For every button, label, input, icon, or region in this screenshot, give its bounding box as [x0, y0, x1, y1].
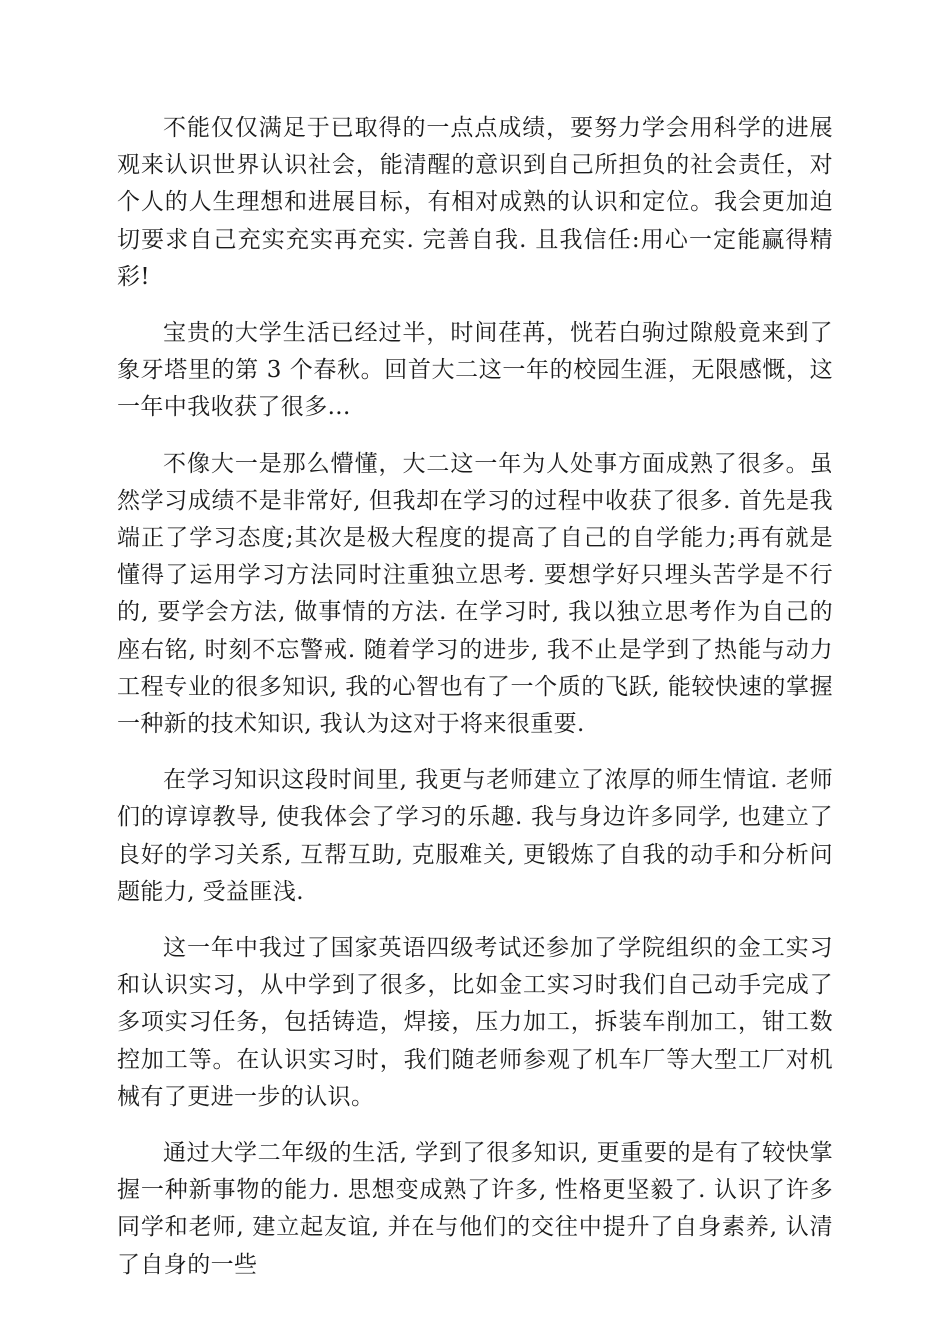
paragraph-1: 不能仅仅满足于已取得的一点点成绩，要努力学会用科学的进展观来认识世界认识社会，能清醒的意识到自己所担负的社会责任，对个人的人生理想和进展目标，有相对成熟的认识和定位。我会更加迫切要求自己充实充实再充实. 完善自我. 且我信任:用心一定能赢得精彩! [117, 115, 833, 290]
paragraph-3: 不像大一是那么懵懂，大二这一年为人处事方面成熟了很多。虽然学习成绩不是非常好, 但我却在学习的过程中收获了很多. 首先是我端正了学习态度;其次是极大程度的提高了自己的自学能力;再有就是懂得了运用学习方法同时注重独立思考. 要想学好只埋头苦学是不行的, 要学会方法, 做事情的方法. 在学习时, 我以独立思考作为自己的座右铭, 时刻不忘警戒. 随着学习的进步, 我不止是学到了热能与动力工程专业的很多知识, 我的心智也有了一个质的飞跃, 能较快速的掌握一种新的技术知识, 我认为这对于将来很重要. [117, 450, 833, 738]
paragraph-2: 宝贵的大学生活已经过半，时间荏苒，恍若白驹过隙般竟来到了象牙塔里的第 3 个春秋。回首大二这一年的校园生涯，无限感慨，这一年中我收获了很多... [117, 320, 833, 421]
paragraph-6: 通过大学二年级的生活, 学到了很多知识, 更重要的是有了较快掌握一种新事物的能力. 思想变成熟了许多, 性格更坚毅了. 认识了许多同学和老师, 建立起友谊, 并在与他们的交往中提升了自身素养, 认清了自身的一些 [117, 1140, 833, 1278]
paragraph-4: 在学习知识这段时间里, 我更与老师建立了浓厚的师生情谊. 老师们的谆谆教导, 使我体会了学习的乐趣. 我与身边许多同学, 也建立了良好的学习关系, 互帮互助, 克服难关, 更锻炼了自我的动手和分析问题能力, 受益匪浅. [117, 767, 833, 905]
document-body [117, 110, 833, 1303]
paragraph-5: 这一年中我过了国家英语四级考试还参加了学院组织的金工实习和认识实习，从中学到了很多，比如金工实习时我们自己动手完成了多项实习任务，包括铸造，焊接，压力加工，拆装车削加工，钳工数控加工等。在认识实习时，我们随老师参观了机车厂等大型工厂对机械有了更进一步的认识。 [117, 935, 833, 1110]
